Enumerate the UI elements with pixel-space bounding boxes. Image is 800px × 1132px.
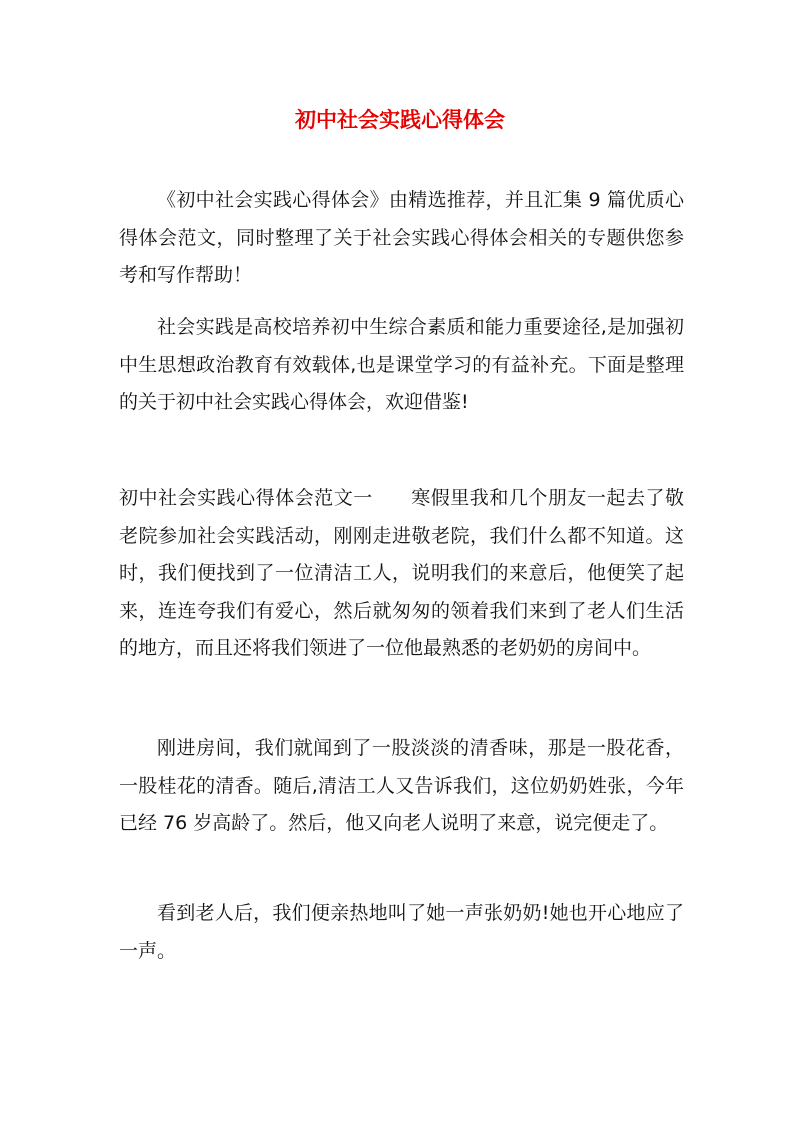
body-paragraph: 看到老人后，我们便亲热地叫了她一声张奶奶!她也开心地应了一声。 (119, 902, 684, 962)
essay-one-paragraph (119, 480, 684, 668)
lead-paragraph: 社会实践是高校培养初中生综合素质和能力重要途径,是加强初中生思想政治教育有效载体,也是课堂学习的有益补充。下面是整理的关于初中社会实践心得体会，欢迎借鉴! (119, 316, 684, 413)
essay-one-body: 寒假里我和几个朋友一起去了敬老院参加社会实践活动，刚刚走进敬老院，我们什么都不知道。这时，我们便找到了一位清洁工人，说明我们的来意后，他便笑了起来，连连夸我们有爱心，然后就匆匆的领着我们来到了老人们生活的地方，而且还将我们领进了一位他最熟悉的老奶奶的房间中。 (119, 487, 684, 659)
essay-one-label: 初中社会实践心得体会范文一 (119, 487, 373, 509)
body-paragraph: 刚进房间，我们就闻到了一股淡淡的清香味，那是一股花香，一股桂花的清香。随后,清洁工人又告诉我们，这位奶奶姓张，今年已经 76 岁高龄了。然后，他又向老人说明了来意，说完便走了。 (119, 737, 684, 834)
intro-paragraph: 《初中社会实践心得体会》由精选推荐，并且汇集 9 篇优质心得体会范文，同时整理了关于社会实践心得体会相关的专题供您参考和写作帮助！ (119, 189, 684, 286)
document-title: 初中社会实践心得体会 (295, 108, 505, 132)
